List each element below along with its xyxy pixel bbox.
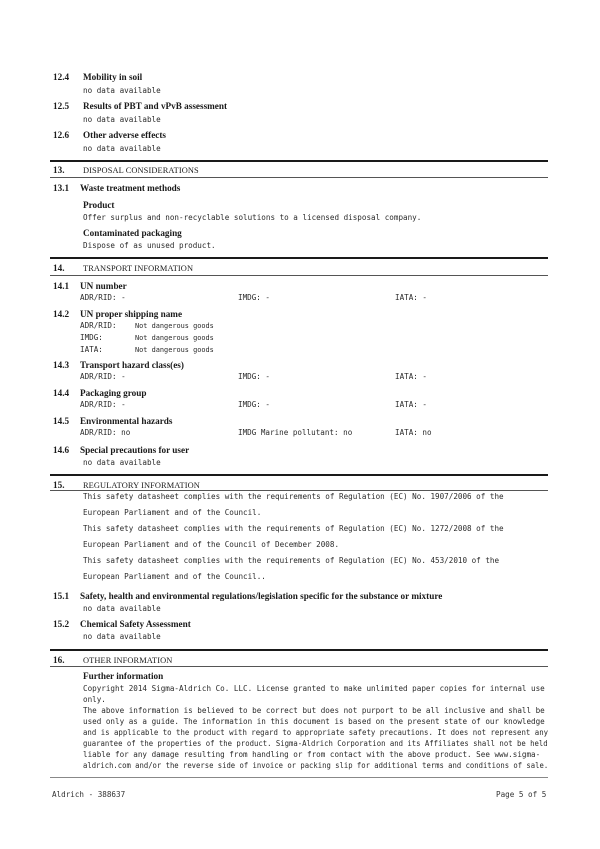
env-hazard-iata: IATA: no: [395, 428, 432, 437]
env-hazard-imdg: IMDG Marine pollutant: no: [238, 428, 353, 437]
section-15-1-number: 15.1: [53, 591, 70, 601]
regulatory-line-2: European Parliament and of the Council.: [83, 508, 262, 517]
hazard-class-imdg: IMDG: -: [238, 372, 271, 381]
section-14-3-number: 14.3: [53, 360, 70, 370]
section-13-title: DISPOSAL CONSIDERATIONS: [83, 166, 199, 175]
section-16-number: 16.: [53, 655, 65, 665]
section-13-bottom-rule: [50, 177, 548, 178]
further-info-line-2: only.: [83, 695, 106, 704]
section-15-2-text: no data available: [83, 632, 161, 641]
section-13-number: 13.: [53, 165, 65, 175]
packaging-group-adr: ADR/RID: -: [80, 400, 126, 409]
regulatory-line-3: This safety datasheet complies with the requirements of Regulation (EC) No. 1272/2008 of the: [83, 524, 504, 533]
section-12-4-title: Mobility in soil: [83, 72, 143, 82]
shipping-name-adr-value: Not dangerous goods: [135, 322, 214, 330]
section-14-1-title: UN number: [80, 281, 127, 291]
section-12-6-text: no data available: [83, 144, 161, 153]
section-12-5-text: no data available: [83, 115, 161, 124]
shipping-name-imdg-label: IMDG:: [80, 333, 103, 342]
section-15-top-rule: [50, 474, 548, 476]
section-13-top-rule: [50, 160, 548, 162]
hazard-class-iata: IATA: -: [395, 372, 428, 381]
section-12-4-number: 12.4: [53, 72, 70, 82]
section-13-1-number: 13.1: [53, 183, 70, 193]
product-subheading: Product: [83, 200, 115, 210]
section-15-number: 15.: [53, 480, 65, 490]
section-12-6-title: Other adverse effects: [83, 130, 166, 140]
regulatory-line-5: This safety datasheet complies with the requirements of Regulation (EC) No. 453/2010 of the: [83, 556, 500, 565]
further-info-line-8: aldrich.com and/or the reverse side of invoice or packing slip for additional terms and conditions of sale.: [83, 761, 549, 770]
regulatory-line-6: European Parliament and of the Council..: [83, 572, 266, 581]
section-15-2-number: 15.2: [53, 619, 70, 629]
shipping-name-iata-value: Not dangerous goods: [135, 346, 214, 354]
section-12-6-number: 12.6: [53, 130, 70, 140]
section-14-6-number: 14.6: [53, 445, 70, 455]
section-15-2-title: Chemical Safety Assessment: [80, 619, 191, 629]
env-hazard-adr: ADR/RID: no: [80, 428, 131, 437]
section-15-title: REGULATORY INFORMATION: [83, 481, 200, 490]
section-14-number: 14.: [53, 263, 65, 273]
section-14-2-title: UN proper shipping name: [80, 309, 183, 319]
footer-rule: [50, 777, 548, 778]
further-info-line-7: liable for any damage resulting from handling or from contact with the above product. See www.sigma-: [83, 750, 541, 759]
hazard-class-adr: ADR/RID: -: [80, 372, 126, 381]
contaminated-packaging-text: Dispose of as unused product.: [83, 241, 216, 250]
regulatory-line-4: European Parliament and of the Council of December 2008.: [83, 540, 340, 549]
section-14-title: TRANSPORT INFORMATION: [83, 264, 194, 273]
further-info-line-4: used only as a guide. The information in this document is based on the present state of our knowledge: [83, 717, 545, 726]
section-14-1-number: 14.1: [53, 281, 70, 291]
un-number-iata: IATA: -: [395, 293, 428, 302]
section-14-5-number: 14.5: [53, 416, 70, 426]
product-disposal-text: Offer surplus and non-recyclable solutions to a licensed disposal company.: [83, 213, 422, 222]
shipping-name-adr-label: ADR/RID:: [80, 321, 117, 330]
section-14-5-title: Environmental hazards: [80, 416, 173, 426]
contaminated-packaging-subheading: Contaminated packaging: [83, 228, 182, 238]
section-14-4-title: Packaging group: [80, 388, 147, 398]
section-16-bottom-rule: [50, 666, 548, 667]
regulatory-line-1: This safety datasheet complies with the requirements of Regulation (EC) No. 1907/2006 of the: [83, 492, 504, 501]
further-info-line-3: The above information is believed to be correct but does not purport to be all inclusive and shall be: [83, 706, 545, 715]
shipping-name-imdg-value: Not dangerous goods: [135, 334, 214, 342]
section-14-6-title: Special precautions for user: [80, 445, 190, 455]
section-15-1-text: no data available: [83, 604, 161, 613]
further-info-line-6: guarantee of the properties of the product. Sigma-Aldrich Corporation and its Affiliates shall not be held: [83, 739, 548, 748]
section-13-1-title: Waste treatment methods: [80, 183, 181, 193]
packaging-group-iata: IATA: -: [395, 400, 428, 409]
section-15-1-title: Safety, health and environmental regulations/legislation specific for the substance or mixture: [80, 591, 443, 601]
packaging-group-imdg: IMDG: -: [238, 400, 271, 409]
shipping-name-iata-label: IATA:: [80, 345, 103, 354]
un-number-adr: ADR/RID: -: [80, 293, 126, 302]
section-12-5-title: Results of PBT and vPvB assessment: [83, 101, 228, 111]
section-14-top-rule: [50, 257, 548, 259]
section-14-bottom-rule: [50, 275, 548, 276]
further-info-line-1: Copyright 2014 Sigma-Aldrich Co. LLC. License granted to make unlimited paper copies for internal use: [83, 684, 545, 693]
footer-product-id: Aldrich - 388637: [52, 790, 126, 799]
further-information-subheading: Further information: [83, 671, 164, 681]
section-16-top-rule: [50, 649, 548, 651]
section-14-4-number: 14.4: [53, 388, 70, 398]
section-16-title: OTHER INFORMATION: [83, 656, 173, 665]
section-15-bottom-rule: [50, 490, 548, 491]
section-14-3-title: Transport hazard class(es): [80, 360, 184, 370]
section-14-2-number: 14.2: [53, 309, 70, 319]
section-14-6-text: no data available: [83, 458, 161, 467]
footer-page-number: Page 5 of 5: [496, 790, 547, 799]
un-number-imdg: IMDG: -: [238, 293, 271, 302]
further-info-line-5: and is applicable to the product with regard to appropriate safety precautions. It does not represent any: [83, 728, 549, 737]
section-12-4-text: no data available: [83, 86, 161, 95]
section-12-5-number: 12.5: [53, 101, 70, 111]
